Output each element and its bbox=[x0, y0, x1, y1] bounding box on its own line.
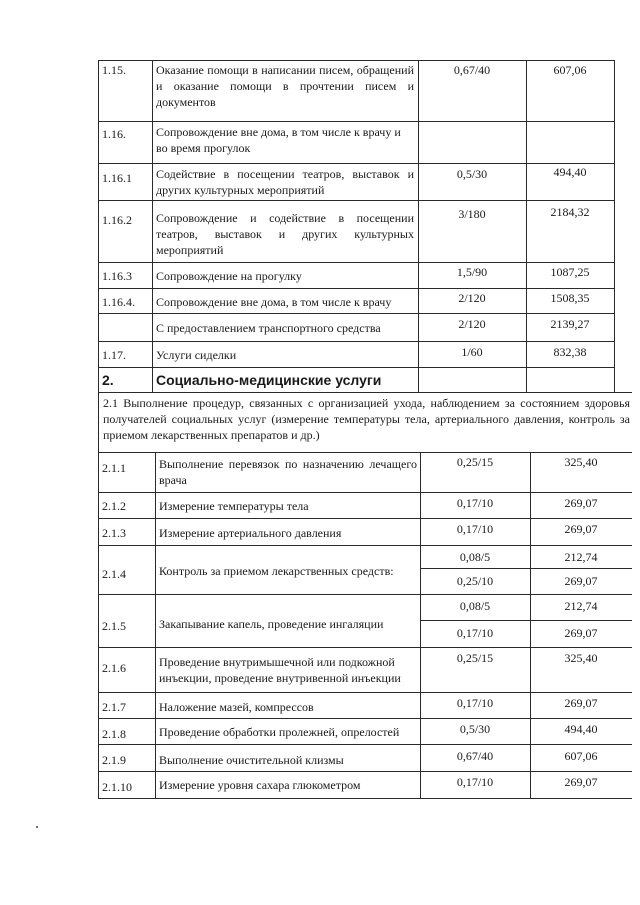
row-price: 212,74 bbox=[564, 550, 598, 564]
row-norm: 1,5/90 bbox=[456, 265, 488, 279]
section-number: 2. bbox=[102, 372, 114, 388]
row-norm: 3/180 bbox=[458, 207, 486, 221]
row-norm: 0,67/40 bbox=[456, 749, 494, 763]
row-description: Наложение мазей, компрессов bbox=[159, 700, 314, 714]
row-description: Измерение температуры тела bbox=[159, 499, 309, 513]
row-description: Сопровождение вне дома, в том числе к врачу bbox=[156, 295, 392, 309]
row-number: 1.17. bbox=[102, 348, 126, 362]
row-description: Выполнение очистительной клизмы bbox=[159, 753, 344, 767]
row-description: Проведение обработки пролежней, опрелостей bbox=[159, 725, 400, 739]
row-price: 607,06 bbox=[564, 749, 598, 763]
row-description: Сопровождение и содействие в посещении театров, выставок и других культурных мероприятий bbox=[156, 211, 414, 257]
row-price: 494,40 bbox=[553, 165, 587, 179]
row-norm: 0,25/15 bbox=[456, 651, 494, 665]
row-number: 2.1.10 bbox=[102, 780, 132, 794]
row-norm: 2/120 bbox=[458, 291, 486, 305]
row-number: 1.16.2 bbox=[102, 213, 132, 227]
row-price: 212,74 bbox=[564, 599, 598, 613]
row-price: 494,40 bbox=[564, 722, 598, 736]
row-norm: 0,25/10 bbox=[456, 574, 494, 588]
row-number: 2.1.6 bbox=[102, 661, 126, 675]
subsection-text: 2.1 Выполнение процедур, связанных с организацией ухода, наблюдением за состоянием здоровья получателей социальных услуг (измерение температуры тела, артериального давления, контроль за приемом лекарственных препаратов и др.) bbox=[103, 396, 630, 442]
row-description: Контроль за приемом лекарственных средств: bbox=[159, 564, 394, 578]
row-number: 2.1.2 bbox=[102, 499, 126, 513]
row-price: 1508,35 bbox=[550, 291, 590, 305]
row-norm: 2/120 bbox=[458, 317, 486, 331]
row-norm: 0,17/10 bbox=[456, 696, 494, 710]
scan-speck bbox=[36, 826, 38, 828]
row-norm: 0,25/15 bbox=[456, 455, 494, 469]
row-price: 269,07 bbox=[564, 496, 598, 510]
row-number: 1.16.4. bbox=[102, 295, 135, 309]
row-norm: 0,17/10 bbox=[456, 626, 494, 640]
row-norm: 0,17/10 bbox=[456, 775, 494, 789]
row-number: 1.15. bbox=[102, 63, 126, 77]
row-description: Проведение внутримышечной или подкожной инъекции, проведение внутривенной инъекции bbox=[159, 655, 401, 685]
row-price: 1087,25 bbox=[550, 265, 590, 279]
row-description: Оказание помощи в написании писем, обращений и оказание помощи в прочтении писем и документов bbox=[156, 63, 414, 109]
row-description: Измерение уровня сахара глюкометром bbox=[159, 778, 361, 792]
row-number: 2.1.7 bbox=[102, 700, 126, 714]
row-price: 2184,32 bbox=[550, 205, 590, 219]
row-norm: 0,17/10 bbox=[456, 496, 494, 510]
row-price: 607,06 bbox=[553, 63, 587, 77]
row-number: 2.1.4 bbox=[102, 567, 126, 581]
row-description: Закапывание капель, проведение ингаляции bbox=[159, 617, 384, 631]
row-price: 269,07 bbox=[564, 626, 598, 640]
section-title: Социально-медицинские услуги bbox=[156, 372, 382, 388]
row-number: 2.1.5 bbox=[102, 619, 126, 633]
row-price: 269,07 bbox=[564, 775, 598, 789]
row-description: Содействие в посещении театров, выставок и других культурных мероприятий bbox=[156, 167, 414, 197]
row-number: 2.1.1 bbox=[102, 461, 126, 475]
row-number: 2.1.9 bbox=[102, 753, 126, 767]
row-price: 2139,27 bbox=[550, 317, 590, 331]
row-norm: 0,5/30 bbox=[456, 167, 488, 181]
row-norm: 1/60 bbox=[461, 345, 483, 359]
row-description: Услуги сиделки bbox=[156, 348, 237, 362]
row-number: 2.1.3 bbox=[102, 526, 126, 540]
row-number: 2.1.8 bbox=[102, 727, 126, 741]
row-description: Сопровождение на прогулку bbox=[156, 269, 302, 283]
row-norm: 0,08/5 bbox=[459, 599, 491, 613]
row-description: Измерение артериального давления bbox=[159, 526, 342, 540]
row-norm: 0,5/30 bbox=[459, 722, 491, 736]
row-price: 832,38 bbox=[553, 345, 587, 359]
row-norm: 0,08/5 bbox=[459, 550, 491, 564]
row-price: 269,07 bbox=[564, 696, 598, 710]
row-price: 325,40 bbox=[564, 651, 598, 665]
row-description: Сопровождение вне дома, в том числе к врачу и во время прогулок bbox=[156, 125, 401, 155]
row-number: 1.16.3 bbox=[102, 269, 132, 283]
row-price: 325,40 bbox=[564, 455, 598, 469]
row-number: 1.16. bbox=[102, 127, 126, 141]
row-price: 269,07 bbox=[564, 522, 598, 536]
row-description: Выполнение перевязок по назначению лечащего врача bbox=[159, 457, 417, 487]
row-price: 269,07 bbox=[564, 574, 598, 588]
row-norm: 0,67/40 bbox=[453, 63, 491, 77]
row-norm: 0,17/10 bbox=[456, 522, 494, 536]
row-number: 1.16.1 bbox=[102, 171, 132, 185]
row-description: С предоставлением транспортного средства bbox=[156, 321, 381, 335]
